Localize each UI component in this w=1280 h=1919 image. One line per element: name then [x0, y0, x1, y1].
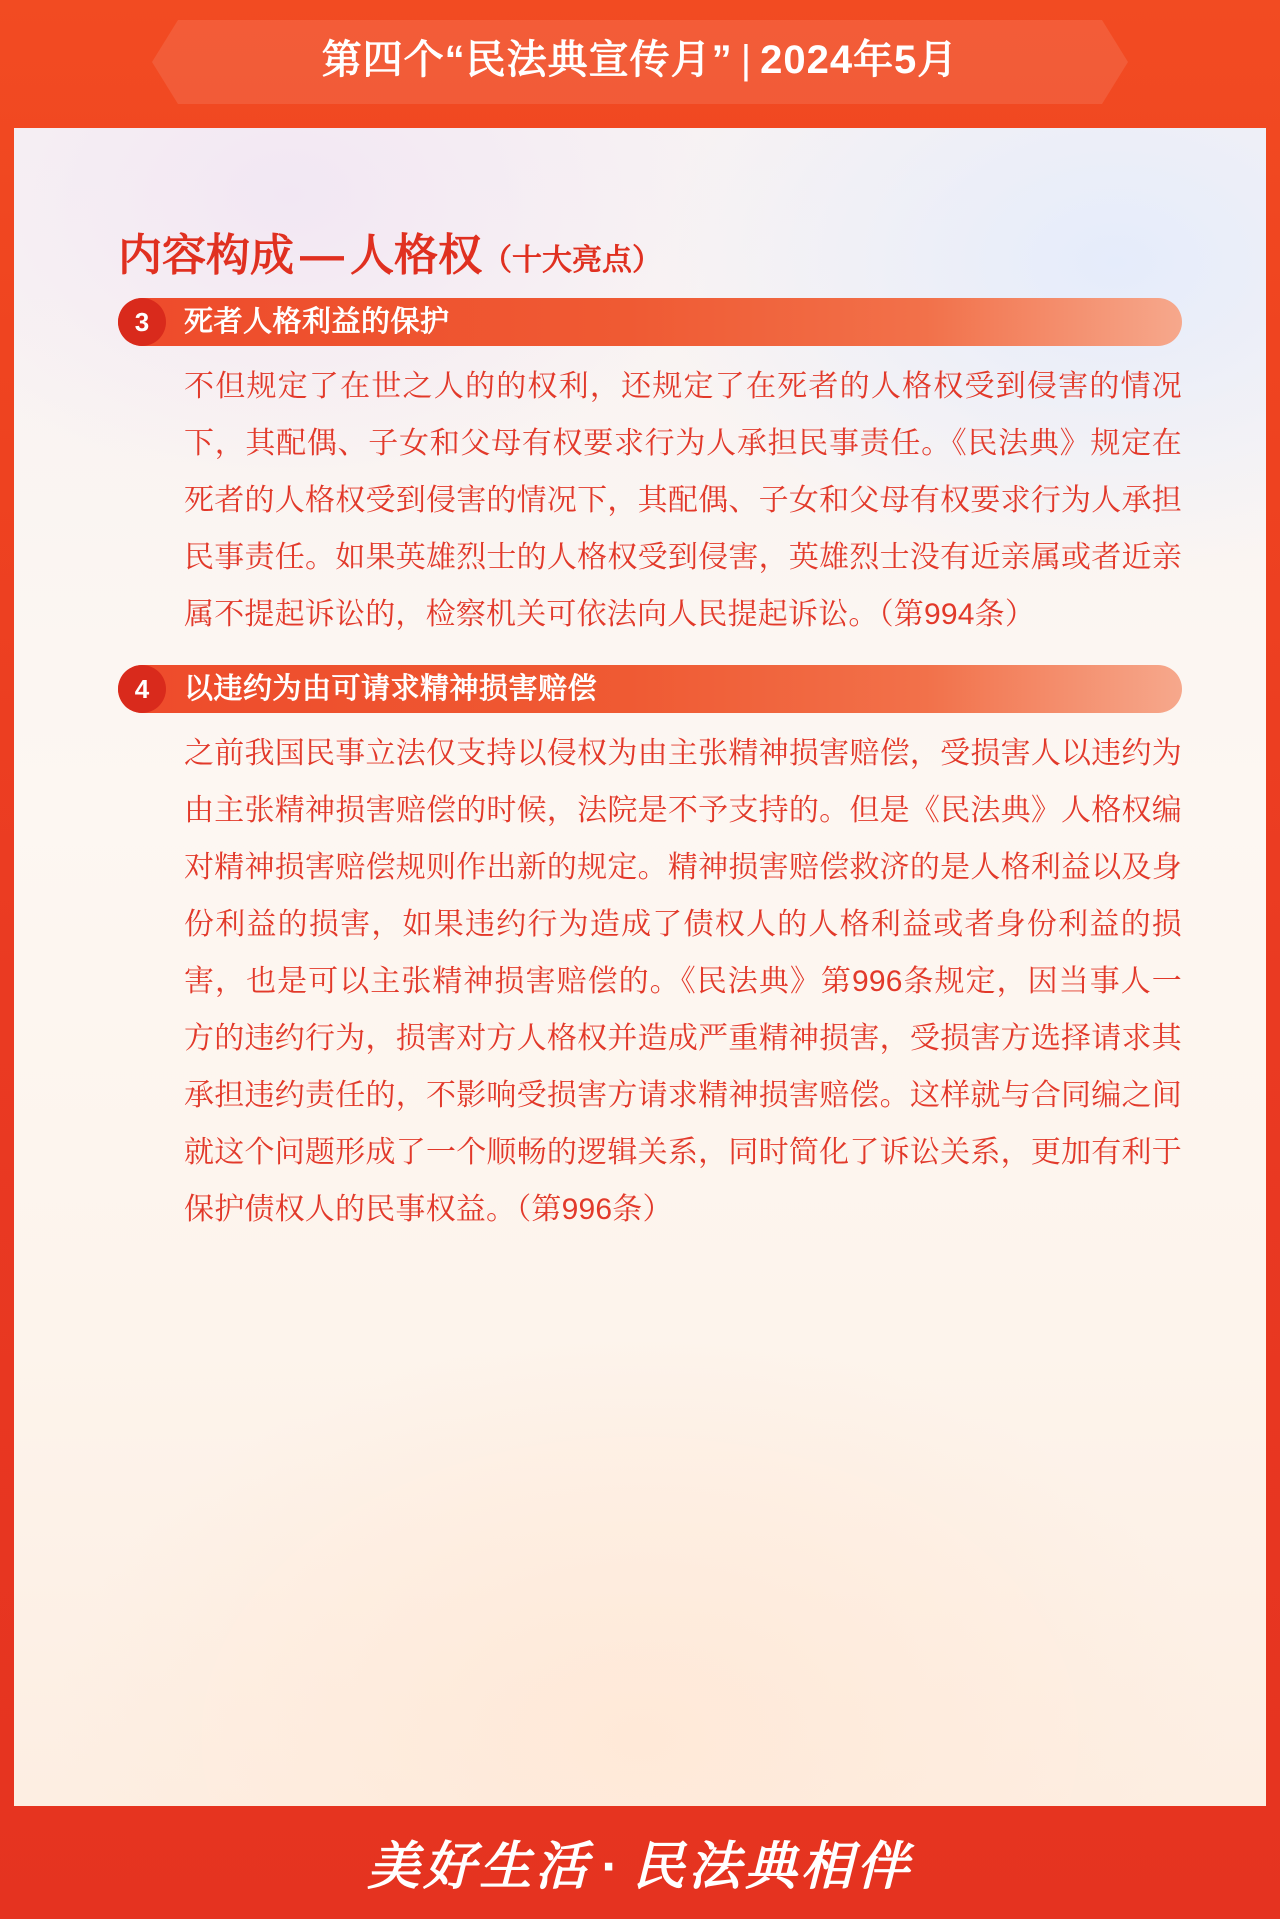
list-item	[118, 665, 1182, 1238]
section-title-sub: （十大亮点）	[482, 244, 662, 277]
header-title-separator: |	[740, 38, 753, 82]
footer-slogan-dot: ·	[601, 1838, 623, 1896]
item-title: 以违约为由可请求精神损害赔偿	[184, 673, 598, 705]
section-title-highlight: 人格权	[350, 231, 482, 280]
item-list	[118, 298, 1182, 1260]
page-footer	[0, 1806, 1280, 1919]
footer-slogan	[0, 1824, 1280, 1899]
item-header	[118, 665, 1182, 713]
header-title	[0, 28, 1280, 92]
item-body-text: 之前我国民事立法仅支持以侵权为由主张精神损害赔偿，受损害人以违约为由主张精神损害赔偿的时候，法院是不予支持的。但是《民法典》人格权编对精神损害赔偿规则作出新的规定。精神损害赔偿救济的是人格利益以及身份利益的损害，如果违约行为造成了债权人的人格利益或者身份利益的损害，也是可以主张精神损害赔偿的。《民法典》第996条规定，因当事人一方的违约行为，损害对方人格权并造成严重精神损害，受损害方选择请求其承担违约责任的，不影响受损害方请求精神损害赔偿。这样就与合同编之间就这个问题形成了一个顺畅的逻辑关系，同时简化了诉讼关系，更加有利于保护债权人的民事权益。（第996条）	[184, 737, 1182, 1226]
page-title	[118, 228, 662, 289]
page-header	[0, 0, 1280, 128]
item-title: 死者人格利益的保护	[184, 306, 450, 338]
footer-slogan-right: 民法典相伴	[632, 1838, 913, 1896]
section-title-main: 内容构成	[118, 231, 294, 280]
item-header	[118, 298, 1182, 346]
header-title-right: 2024年5月	[760, 38, 959, 82]
footer-slogan-left: 美好生活	[367, 1838, 592, 1896]
item-number-badge: 4	[118, 665, 166, 713]
item-body-text: 不但规定了在世之人的的权利，还规定了在死者的人格权受到侵害的情况下，其配偶、子女和父母有权要求行为人承担民事责任。《民法典》规定在死者的人格权受到侵害的情况下，其配偶、子女和父母有权要求行为人承担民事责任。如果英雄烈士的人格权受到侵害，英雄烈士没有近亲属或者近亲属不提起诉讼的，检察机关可依法向人民提起诉讼。（第994条）	[184, 370, 1182, 631]
header-title-left: 第四个“民法典宣传月”	[321, 38, 733, 82]
section-title-dash: —	[300, 231, 344, 280]
content-card	[14, 128, 1266, 1806]
list-item	[118, 298, 1182, 643]
item-number-badge: 3	[118, 298, 166, 346]
